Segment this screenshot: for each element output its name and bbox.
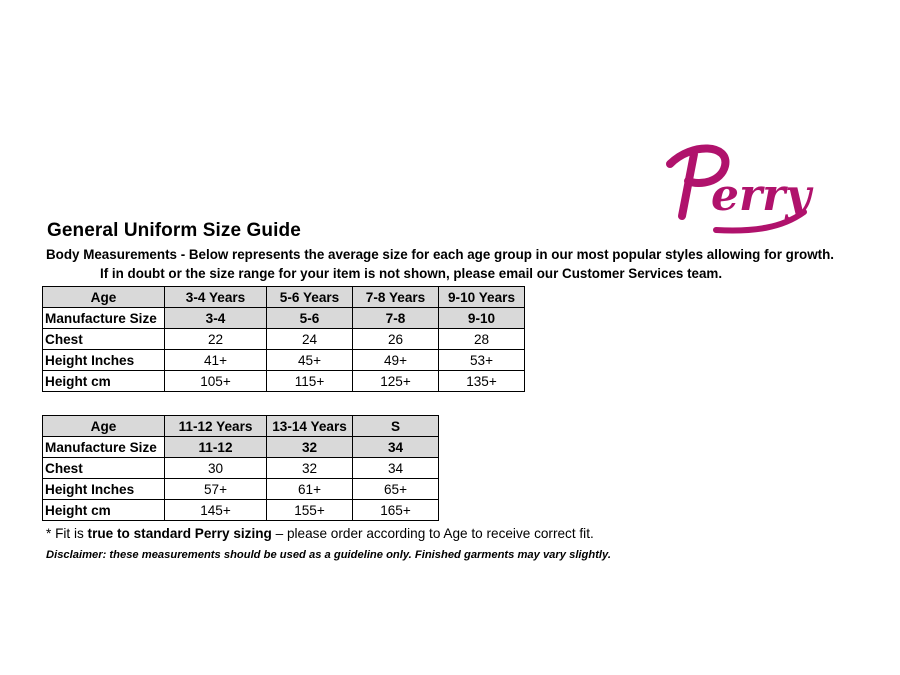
table-cell: 11-12 <box>165 437 267 458</box>
table-cell: 26 <box>353 329 439 350</box>
disclaimer: Disclaimer: these measurements should be used as a guideline only. Finished garments may vary slightly. <box>46 549 611 561</box>
row-label: Chest <box>43 329 165 350</box>
row-label: Height Inches <box>43 350 165 371</box>
page-title: General Uniform Size Guide <box>47 220 301 241</box>
table-cell: 145+ <box>165 500 267 521</box>
table-cell: 57+ <box>165 479 267 500</box>
fit-note-prefix: * Fit is <box>46 526 88 541</box>
table-cell: 65+ <box>353 479 439 500</box>
table-cell: 105+ <box>165 371 267 392</box>
table-cell: 61+ <box>267 479 353 500</box>
header-col: 11-12 Years <box>165 416 267 437</box>
table-row <box>43 500 439 521</box>
table-cell: 49+ <box>353 350 439 371</box>
table-cell: 24 <box>267 329 353 350</box>
table-cell: 41+ <box>165 350 267 371</box>
table-cell: 32 <box>267 437 353 458</box>
intro-line-1: Body Measurements - Below represents the average size for each age group in our most popular styles allowing for growth. <box>46 247 834 262</box>
row-label: Height cm <box>43 371 165 392</box>
table-cell: 135+ <box>439 371 525 392</box>
header-col: 9-10 Years <box>439 287 525 308</box>
fit-note-emphasis: true to standard Perry sizing <box>87 526 272 541</box>
table-cell: 7-8 <box>353 308 439 329</box>
fit-note <box>46 526 594 541</box>
table-cell: 9-10 <box>439 308 525 329</box>
perry-logo-graphic <box>664 140 814 235</box>
row-label: Chest <box>43 458 165 479</box>
table-cell: 45+ <box>267 350 353 371</box>
table-row <box>43 350 525 371</box>
perry-logo-letters: erry <box>711 170 811 221</box>
table-row <box>43 458 439 479</box>
row-label: Height Inches <box>43 479 165 500</box>
table-row <box>43 479 439 500</box>
row-label: Height cm <box>43 500 165 521</box>
table-header-row <box>43 287 525 308</box>
perry-logo <box>664 140 814 235</box>
header-col: 7-8 Years <box>353 287 439 308</box>
table-cell: 155+ <box>267 500 353 521</box>
header-col: 13-14 Years <box>267 416 353 437</box>
table-cell: 28 <box>439 329 525 350</box>
size-table-ages-11-plus <box>42 415 439 521</box>
table-cell: 30 <box>165 458 267 479</box>
table-cell: 5-6 <box>267 308 353 329</box>
header-col: 5-6 Years <box>267 287 353 308</box>
intro-line-2: If in doubt or the size range for your item is not shown, please email our Customer Services team. <box>100 266 723 281</box>
table-cell: 115+ <box>267 371 353 392</box>
header-col: 3-4 Years <box>165 287 267 308</box>
fit-note-suffix: – please order according to Age to receive correct fit. <box>271 526 594 541</box>
header-age: Age <box>43 287 165 308</box>
table-cell: 125+ <box>353 371 439 392</box>
table-cell: 165+ <box>353 500 439 521</box>
table-row <box>43 371 525 392</box>
table-cell: 34 <box>353 458 439 479</box>
table-cell: 32 <box>267 458 353 479</box>
table-row <box>43 308 525 329</box>
row-label: Manufacture Size <box>43 437 165 458</box>
table-header-row <box>43 416 439 437</box>
table-cell: 3-4 <box>165 308 267 329</box>
size-table-ages-3-to-10 <box>42 286 525 392</box>
table-cell: 34 <box>353 437 439 458</box>
header-col: S <box>353 416 439 437</box>
table-cell: 22 <box>165 329 267 350</box>
header-age: Age <box>43 416 165 437</box>
table-row <box>43 437 439 458</box>
row-label: Manufacture Size <box>43 308 165 329</box>
table-row <box>43 329 525 350</box>
table-cell: 53+ <box>439 350 525 371</box>
